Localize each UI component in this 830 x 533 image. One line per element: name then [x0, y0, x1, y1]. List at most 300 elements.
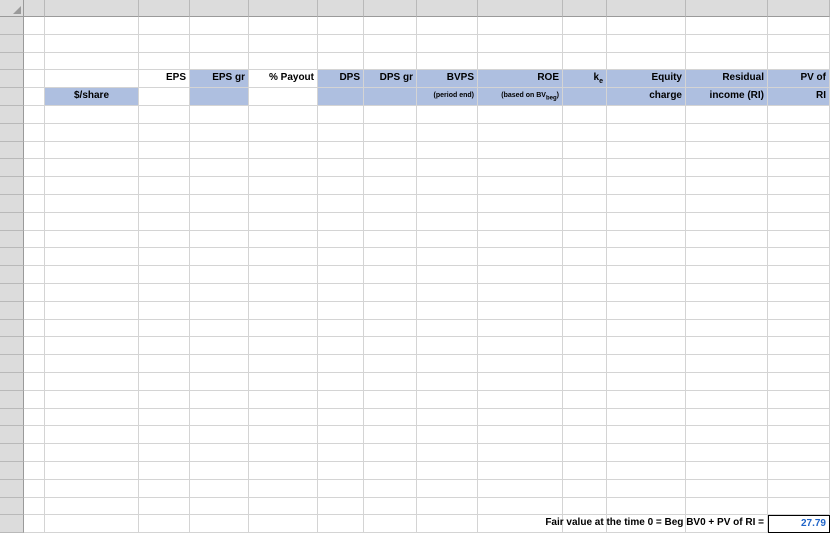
eps-growth-23[interactable] — [190, 391, 249, 409]
bvps-24[interactable] — [417, 409, 478, 427]
period-19[interactable] — [24, 320, 45, 338]
eps-20[interactable] — [139, 337, 190, 355]
period-17[interactable] — [24, 284, 45, 302]
fair-value-result[interactable]: 27.79 — [768, 515, 830, 533]
payout-20[interactable] — [249, 337, 318, 355]
cell-A30[interactable] — [24, 515, 45, 533]
row-header-6[interactable] — [0, 88, 24, 106]
bvps-10[interactable] — [417, 159, 478, 177]
dps-growth-28[interactable] — [364, 480, 417, 498]
cell-A4[interactable] — [24, 53, 45, 71]
payout-29[interactable] — [249, 498, 318, 516]
dps-27[interactable] — [318, 462, 364, 480]
roe-10[interactable] — [478, 159, 563, 177]
column-header-j[interactable] — [563, 0, 607, 17]
equity-charge-15[interactable] — [607, 248, 686, 266]
roe-20[interactable] — [478, 337, 563, 355]
cell-J4[interactable] — [563, 53, 607, 71]
ke-14[interactable] — [563, 231, 607, 249]
pv-ri-17[interactable] — [768, 284, 830, 302]
row-header-21[interactable] — [0, 355, 24, 373]
roe-14[interactable] — [478, 231, 563, 249]
row-header-7[interactable] — [0, 106, 24, 124]
bvps-start[interactable] — [417, 106, 478, 124]
payout-22[interactable] — [249, 373, 318, 391]
row-header-19[interactable] — [0, 320, 24, 338]
cell-M7[interactable] — [768, 106, 830, 124]
dps-17[interactable] — [318, 284, 364, 302]
eps-11[interactable] — [139, 177, 190, 195]
period-21[interactable] — [24, 355, 45, 373]
eps-growth-9[interactable] — [190, 142, 249, 160]
dps-growth-25[interactable] — [364, 426, 417, 444]
equity-charge-10[interactable] — [607, 159, 686, 177]
column-header-m[interactable] — [768, 0, 830, 17]
cell-F3[interactable] — [318, 35, 364, 53]
dps-26[interactable] — [318, 444, 364, 462]
cell-G7[interactable] — [364, 106, 417, 124]
cell-L3[interactable] — [686, 35, 768, 53]
cell-M3[interactable] — [768, 35, 830, 53]
residual-income-24[interactable] — [686, 409, 768, 427]
equity-charge-23[interactable] — [607, 391, 686, 409]
ke-16[interactable] — [563, 266, 607, 284]
row-header-23[interactable] — [0, 391, 24, 409]
period-15[interactable] — [24, 248, 45, 266]
eps-growth-14[interactable] — [190, 231, 249, 249]
dps-28[interactable] — [318, 480, 364, 498]
dps-growth-21[interactable] — [364, 355, 417, 373]
year-25[interactable] — [45, 426, 139, 444]
payout-26[interactable] — [249, 444, 318, 462]
bvps-13[interactable] — [417, 213, 478, 231]
roe-15[interactable] — [478, 248, 563, 266]
pv-ri-23[interactable] — [768, 391, 830, 409]
eps-25[interactable] — [139, 426, 190, 444]
ke-22[interactable] — [563, 373, 607, 391]
ke-18[interactable] — [563, 302, 607, 320]
row-header-29[interactable] — [0, 498, 24, 516]
residual-income-12[interactable] — [686, 195, 768, 213]
bvps-20[interactable] — [417, 337, 478, 355]
row-header-12[interactable] — [0, 195, 24, 213]
ke-29[interactable] — [563, 498, 607, 516]
eps-growth-26[interactable] — [190, 444, 249, 462]
period-25[interactable] — [24, 426, 45, 444]
row-header-25[interactable] — [0, 426, 24, 444]
pv-ri-11[interactable] — [768, 177, 830, 195]
residual-income-27[interactable] — [686, 462, 768, 480]
pv-ri-14[interactable] — [768, 231, 830, 249]
year-9[interactable] — [45, 142, 139, 160]
ke-28[interactable] — [563, 480, 607, 498]
period-0[interactable] — [24, 106, 45, 124]
row-header-18[interactable] — [0, 302, 24, 320]
period-10[interactable] — [24, 159, 45, 177]
cell-F4[interactable] — [318, 53, 364, 71]
cell-I7[interactable] — [478, 106, 563, 124]
residual-income-29[interactable] — [686, 498, 768, 516]
bvps-22[interactable] — [417, 373, 478, 391]
equity-charge-8[interactable] — [607, 124, 686, 142]
dps-9[interactable] — [318, 142, 364, 160]
dps-18[interactable] — [318, 302, 364, 320]
payout-19[interactable] — [249, 320, 318, 338]
eps-growth-15[interactable] — [190, 248, 249, 266]
roe-16[interactable] — [478, 266, 563, 284]
row-header-11[interactable] — [0, 177, 24, 195]
ke-21[interactable] — [563, 355, 607, 373]
column-header-e[interactable] — [249, 0, 318, 17]
residual-income-14[interactable] — [686, 231, 768, 249]
bvps-25[interactable] — [417, 426, 478, 444]
eps-8[interactable] — [139, 124, 190, 142]
ke-23[interactable] — [563, 391, 607, 409]
period-29[interactable] — [24, 498, 45, 516]
payout-25[interactable] — [249, 426, 318, 444]
payout-8[interactable] — [249, 124, 318, 142]
dps-growth-27[interactable] — [364, 462, 417, 480]
year-22[interactable] — [45, 373, 139, 391]
roe-28[interactable] — [478, 480, 563, 498]
bvps-16[interactable] — [417, 266, 478, 284]
roe-17[interactable] — [478, 284, 563, 302]
eps-growth-17[interactable] — [190, 284, 249, 302]
cell-E7[interactable] — [249, 106, 318, 124]
row-header-15[interactable] — [0, 248, 24, 266]
period-16[interactable] — [24, 266, 45, 284]
dps-16[interactable] — [318, 266, 364, 284]
dps-12[interactable] — [318, 195, 364, 213]
ke-15[interactable] — [563, 248, 607, 266]
period-23[interactable] — [24, 391, 45, 409]
ke-27[interactable] — [563, 462, 607, 480]
ke-12[interactable] — [563, 195, 607, 213]
dps-growth-9[interactable] — [364, 142, 417, 160]
company-title[interactable] — [45, 53, 318, 71]
dps-10[interactable] — [318, 159, 364, 177]
cell-D7[interactable] — [190, 106, 249, 124]
roe-22[interactable] — [478, 373, 563, 391]
payout-15[interactable] — [249, 248, 318, 266]
roe-21[interactable] — [478, 355, 563, 373]
period-18[interactable] — [24, 302, 45, 320]
equity-charge-16[interactable] — [607, 266, 686, 284]
dps-growth-13[interactable] — [364, 213, 417, 231]
dps-8[interactable] — [318, 124, 364, 142]
pv-ri-8[interactable] — [768, 124, 830, 142]
eps-17[interactable] — [139, 284, 190, 302]
roe-23[interactable] — [478, 391, 563, 409]
ke-24[interactable] — [563, 409, 607, 427]
equity-charge-24[interactable] — [607, 409, 686, 427]
payout-12[interactable] — [249, 195, 318, 213]
residual-income-8[interactable] — [686, 124, 768, 142]
eps-29[interactable] — [139, 498, 190, 516]
row-header-27[interactable] — [0, 462, 24, 480]
cell-A3[interactable] — [24, 35, 45, 53]
pv-ri-26[interactable] — [768, 444, 830, 462]
payout-27[interactable] — [249, 462, 318, 480]
year-11[interactable] — [45, 177, 139, 195]
select-all-corner[interactable] — [0, 0, 24, 17]
cell-D30[interactable] — [190, 515, 249, 533]
column-header-h[interactable] — [417, 0, 478, 17]
ke-26[interactable] — [563, 444, 607, 462]
eps-growth-27[interactable] — [190, 462, 249, 480]
year-16[interactable] — [45, 266, 139, 284]
year-8[interactable] — [45, 124, 139, 142]
residual-income-11[interactable] — [686, 177, 768, 195]
eps-28[interactable] — [139, 480, 190, 498]
eps-15[interactable] — [139, 248, 190, 266]
bvps-12[interactable] — [417, 195, 478, 213]
year-12[interactable] — [45, 195, 139, 213]
residual-income-16[interactable] — [686, 266, 768, 284]
cell-I4[interactable] — [478, 53, 563, 71]
row-header-28[interactable] — [0, 480, 24, 498]
cell-J7[interactable] — [563, 106, 607, 124]
cell-C7[interactable] — [139, 106, 190, 124]
residual-income-25[interactable] — [686, 426, 768, 444]
period-14[interactable] — [24, 231, 45, 249]
pv-ri-9[interactable] — [768, 142, 830, 160]
cell-C30[interactable] — [139, 515, 190, 533]
cell-G30[interactable] — [364, 515, 417, 533]
year-10[interactable] — [45, 159, 139, 177]
row-header-5[interactable] — [0, 70, 24, 88]
cell-A5[interactable] — [24, 70, 45, 88]
residual-income-17[interactable] — [686, 284, 768, 302]
eps-growth-11[interactable] — [190, 177, 249, 195]
ke-25[interactable] — [563, 426, 607, 444]
cell-J3[interactable] — [563, 35, 607, 53]
dps-growth-14[interactable] — [364, 231, 417, 249]
equity-charge-9[interactable] — [607, 142, 686, 160]
equity-charge-14[interactable] — [607, 231, 686, 249]
dps-growth-22[interactable] — [364, 373, 417, 391]
pv-ri-21[interactable] — [768, 355, 830, 373]
row-header-17[interactable] — [0, 284, 24, 302]
bvps-27[interactable] — [417, 462, 478, 480]
eps-23[interactable] — [139, 391, 190, 409]
pv-ri-24[interactable] — [768, 409, 830, 427]
roe-25[interactable] — [478, 426, 563, 444]
pv-ri-16[interactable] — [768, 266, 830, 284]
residual-income-10[interactable] — [686, 159, 768, 177]
dps-growth-29[interactable] — [364, 498, 417, 516]
cell-G4[interactable] — [364, 53, 417, 71]
roe-11[interactable] — [478, 177, 563, 195]
roe-19[interactable] — [478, 320, 563, 338]
equity-charge-29[interactable] — [607, 498, 686, 516]
column-header-a[interactable] — [24, 0, 45, 17]
equity-charge-18[interactable] — [607, 302, 686, 320]
column-header-c[interactable] — [139, 0, 190, 17]
dps-25[interactable] — [318, 426, 364, 444]
year-26[interactable] — [45, 444, 139, 462]
dps-growth-20[interactable] — [364, 337, 417, 355]
residual-income-19[interactable] — [686, 320, 768, 338]
eps-growth-10[interactable] — [190, 159, 249, 177]
equity-charge-20[interactable] — [607, 337, 686, 355]
period-26[interactable] — [24, 444, 45, 462]
period-13[interactable] — [24, 213, 45, 231]
column-header-d[interactable] — [190, 0, 249, 17]
year-28[interactable] — [45, 480, 139, 498]
pv-ri-28[interactable] — [768, 480, 830, 498]
eps-9[interactable] — [139, 142, 190, 160]
eps-growth-29[interactable] — [190, 498, 249, 516]
year-13[interactable] — [45, 213, 139, 231]
dps-growth-11[interactable] — [364, 177, 417, 195]
equity-charge-28[interactable] — [607, 480, 686, 498]
cell-K4[interactable] — [607, 53, 686, 71]
year-18[interactable] — [45, 302, 139, 320]
payout-13[interactable] — [249, 213, 318, 231]
equity-charge-25[interactable] — [607, 426, 686, 444]
eps-growth-21[interactable] — [190, 355, 249, 373]
eps-growth-20[interactable] — [190, 337, 249, 355]
eps-growth-18[interactable] — [190, 302, 249, 320]
equity-charge-26[interactable] — [607, 444, 686, 462]
dps-growth-26[interactable] — [364, 444, 417, 462]
cell-I3[interactable] — [478, 35, 563, 53]
residual-income-23[interactable] — [686, 391, 768, 409]
period-11[interactable] — [24, 177, 45, 195]
eps-26[interactable] — [139, 444, 190, 462]
equity-charge-11[interactable] — [607, 177, 686, 195]
dps-22[interactable] — [318, 373, 364, 391]
row-header-10[interactable] — [0, 159, 24, 177]
period-24[interactable] — [24, 409, 45, 427]
eps-22[interactable] — [139, 373, 190, 391]
row-header-4[interactable] — [0, 53, 24, 71]
eps-growth-19[interactable] — [190, 320, 249, 338]
cell-C3[interactable] — [139, 35, 190, 53]
residual-income-9[interactable] — [686, 142, 768, 160]
ke-19[interactable] — [563, 320, 607, 338]
payout-24[interactable] — [249, 409, 318, 427]
cell-M4[interactable] — [768, 53, 830, 71]
eps-19[interactable] — [139, 320, 190, 338]
cell-G3[interactable] — [364, 35, 417, 53]
payout-10[interactable] — [249, 159, 318, 177]
pv-ri-15[interactable] — [768, 248, 830, 266]
eps-27[interactable] — [139, 462, 190, 480]
eps-growth-12[interactable] — [190, 195, 249, 213]
pv-ri-18[interactable] — [768, 302, 830, 320]
cell-F30[interactable] — [318, 515, 364, 533]
dps-11[interactable] — [318, 177, 364, 195]
dps-29[interactable] — [318, 498, 364, 516]
cell-K7[interactable] — [607, 106, 686, 124]
year-17[interactable] — [45, 284, 139, 302]
cell-E3[interactable] — [249, 35, 318, 53]
bvps-23[interactable] — [417, 391, 478, 409]
period-9[interactable] — [24, 142, 45, 160]
eps-growth-8[interactable] — [190, 124, 249, 142]
ke-13[interactable] — [563, 213, 607, 231]
row-header-3[interactable] — [0, 35, 24, 53]
cell-L7[interactable] — [686, 106, 768, 124]
year-15[interactable] — [45, 248, 139, 266]
year-24[interactable] — [45, 409, 139, 427]
period-12[interactable] — [24, 195, 45, 213]
ke-20[interactable] — [563, 337, 607, 355]
eps-13[interactable] — [139, 213, 190, 231]
roe-29[interactable] — [478, 498, 563, 516]
year-27[interactable] — [45, 462, 139, 480]
residual-income-20[interactable] — [686, 337, 768, 355]
row-header-30[interactable] — [0, 515, 24, 533]
year-29[interactable] — [45, 498, 139, 516]
residual-income-28[interactable] — [686, 480, 768, 498]
residual-income-13[interactable] — [686, 213, 768, 231]
period-28[interactable] — [24, 480, 45, 498]
payout-18[interactable] — [249, 302, 318, 320]
ke-17[interactable] — [563, 284, 607, 302]
bvps-26[interactable] — [417, 444, 478, 462]
dps-24[interactable] — [318, 409, 364, 427]
dps-growth-16[interactable] — [364, 266, 417, 284]
dps-growth-24[interactable] — [364, 409, 417, 427]
column-header-b[interactable] — [45, 0, 139, 17]
bvps-28[interactable] — [417, 480, 478, 498]
eps-growth-28[interactable] — [190, 480, 249, 498]
dps-growth-17[interactable] — [364, 284, 417, 302]
roe-9[interactable] — [478, 142, 563, 160]
payout-9[interactable] — [249, 142, 318, 160]
column-header-l[interactable] — [686, 0, 768, 17]
pv-ri-19[interactable] — [768, 320, 830, 338]
dps-20[interactable] — [318, 337, 364, 355]
bvps-17[interactable] — [417, 284, 478, 302]
ke-11[interactable] — [563, 177, 607, 195]
roe-13[interactable] — [478, 213, 563, 231]
eps-24[interactable] — [139, 409, 190, 427]
cell-E30[interactable] — [249, 515, 318, 533]
eps-14[interactable] — [139, 231, 190, 249]
period-22[interactable] — [24, 373, 45, 391]
bvps-9[interactable] — [417, 142, 478, 160]
dps-growth-15[interactable] — [364, 248, 417, 266]
pv-ri-29[interactable] — [768, 498, 830, 516]
equity-charge-21[interactable] — [607, 355, 686, 373]
dps-13[interactable] — [318, 213, 364, 231]
roe-26[interactable] — [478, 444, 563, 462]
row-header-26[interactable] — [0, 444, 24, 462]
residual-income-26[interactable] — [686, 444, 768, 462]
dps-19[interactable] — [318, 320, 364, 338]
cell-B3[interactable] — [45, 35, 139, 53]
year-21[interactable] — [45, 355, 139, 373]
dps-growth-23[interactable] — [364, 391, 417, 409]
pv-ri-20[interactable] — [768, 337, 830, 355]
pv-ri-27[interactable] — [768, 462, 830, 480]
row-header-20[interactable] — [0, 337, 24, 355]
eps-10[interactable] — [139, 159, 190, 177]
row-header-9[interactable] — [0, 142, 24, 160]
bvps-15[interactable] — [417, 248, 478, 266]
eps-16[interactable] — [139, 266, 190, 284]
bvps-29[interactable] — [417, 498, 478, 516]
cell-H30[interactable] — [417, 515, 478, 533]
dps-14[interactable] — [318, 231, 364, 249]
column-header-k[interactable] — [607, 0, 686, 17]
eps-21[interactable] — [139, 355, 190, 373]
bvps-8[interactable] — [417, 124, 478, 142]
